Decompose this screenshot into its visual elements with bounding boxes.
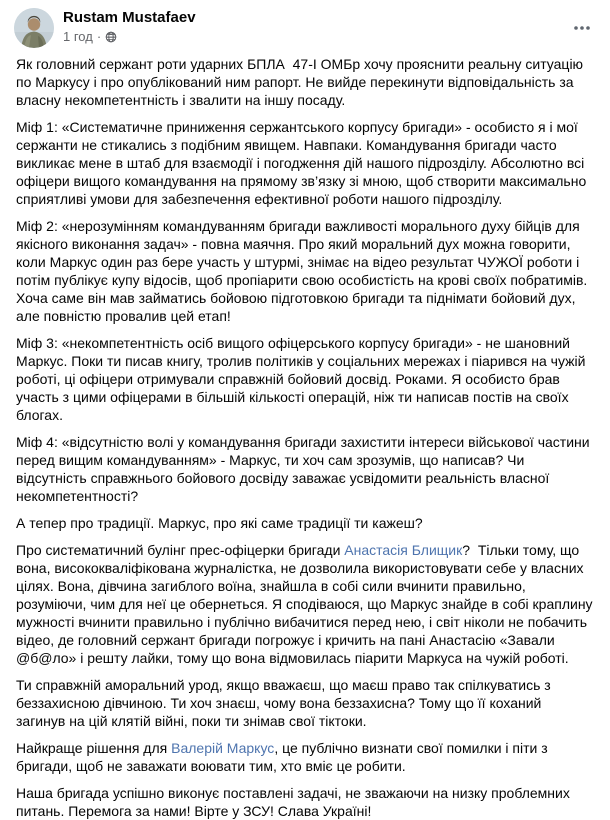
text-run: Про систематичний булінг прес-офіцерки бригади: [16, 542, 345, 558]
mention-link[interactable]: Валерій Маркус: [171, 740, 275, 756]
post-options-button[interactable]: [568, 12, 596, 44]
text-run: Як головний сержант роти ударних БПЛА 47-І ОМБр хочу прояснити реальну ситуацію по Маркусу і про опублікований ним рапорт. Не вийде перекинути відповідальність за власну некомпетентність і звалити на іншу посаду.: [16, 56, 587, 108]
text-run: А тепер про традиції. Маркус, про які саме традиції ти кажеш?: [16, 515, 423, 531]
post-paragraph: [16, 55, 594, 109]
text-run: Ти справжній аморальний урод, якщо вважаєш, що маєш право так спілкуватись з беззахисною дівчиною. Ти хоч знаєш, чому вона беззахисна? Тому що її коханий загинув на цій клятій війні, поки ти знімав свої тіктоки.: [16, 677, 555, 729]
post-paragraph: [16, 433, 594, 505]
post-body: [0, 48, 610, 820]
post-paragraph: [16, 118, 594, 208]
text-run: Міф 1: «Систематичне приниження сержантського корпусу бригади» - особисто я і мої сержанти не стикались з подібним явищем. Навпаки. Командування бригади часто викликає мене в штаб для взаємодії і погодження дій нашого підрозділу. Абсолютно всі офіцери вищого командування на прямому зв’язку зі мною, щоб створити максимально сприятливі умови для забезпечення ефективної роботи нашого підрозділу.: [16, 119, 591, 207]
post-paragraph: [16, 739, 594, 775]
text-run: ? Тільки тому, що вона, висококваліфікована журналістка, не дозволила використовувати себе у власних цілях. Вона, дівчина загиблого воїна, знайшла в собі сили вчинити правильно, розуміючи, чим для неї це обернеться. Я сподіваюся, що Маркус знайде в собі краплину мужності вчинити правильно і публічно вибачитися перед нею, і світ ніколи не побачить відео, де головний сержант бригади погрожує і кричить на пані Анастасію «Завали @б@ло» і решту лайки, тому що вона відмовилась піарити Маркуса на чужій роботі.: [16, 542, 597, 666]
meta-separator: ·: [96, 29, 102, 44]
post-paragraph: [16, 541, 597, 667]
text-run: Міф 3: «некомпетентність осіб вищого офіцерського корпусу бригади» - не шановний Маркус. Поки ти писав книгу, тролив політиків у соціальних мережах і піарився на чужій роботі, ці офіцери отримували справжній бойовий досвід. Роками. Я особисто брав участь з цими офіцерами в більшій кількості операцій, ніж ти написав постів на своїх блогах.: [16, 335, 590, 423]
post-paragraph: [16, 334, 594, 424]
ellipsis-icon: [572, 18, 592, 38]
post-header: [0, 0, 610, 48]
mention-link[interactable]: Анастасія Блищик: [344, 542, 463, 558]
post-paragraph: [16, 676, 594, 730]
author-name[interactable]: Rustam Mustafaev: [63, 9, 196, 26]
globe-icon: [105, 31, 117, 43]
text-run: Міф 4: «відсутністю волі у командування бригади захистити інтереси військової частини перед вищим командуванням» - Маркус, ти хоч сам зрозумів, що написав? Чи відсутність справжнього бойового досвіду заважає усвідомити реальність власної некомпетентності?: [16, 434, 594, 504]
post-meta: [63, 29, 568, 45]
text-run: , це публічно визнати свої помилки і піти з бригади, щоб не заважати воювати тим, хто вміє це робити.: [16, 740, 552, 774]
post-paragraph: [16, 784, 594, 820]
text-run: Наша бригада успішно виконує поставлені задачі, не зважаючи на низку проблемних питань. Перемога за нами! Вірте у ЗСУ! Слава Україні!: [16, 785, 574, 819]
avatar[interactable]: [14, 8, 54, 48]
text-run: Міф 2: «нерозумінням командуванням бригади важливості морального духу бійців для якісного виконання задач» - повна маячня. Про який моральний дух можна говорити, коли Маркус один раз бере участь у штурмі, знімає на відео результат ЧУЖОЇ роботи і потім публікує купу відосів, щоб пропіарити свою особистість на крові своїх побратимів. Хоча саме він мав займатись бойовою підготовкою бригади та піднімати бойовий дух, але повністю провалив цей етап!: [16, 218, 592, 324]
post-paragraph: [16, 217, 594, 325]
header-text: [63, 8, 568, 45]
post-paragraph: [16, 514, 594, 532]
text-run: Найкраще рішення для: [16, 740, 172, 756]
soldier-avatar-image: [14, 8, 54, 48]
timestamp[interactable]: 1 год: [63, 29, 93, 44]
